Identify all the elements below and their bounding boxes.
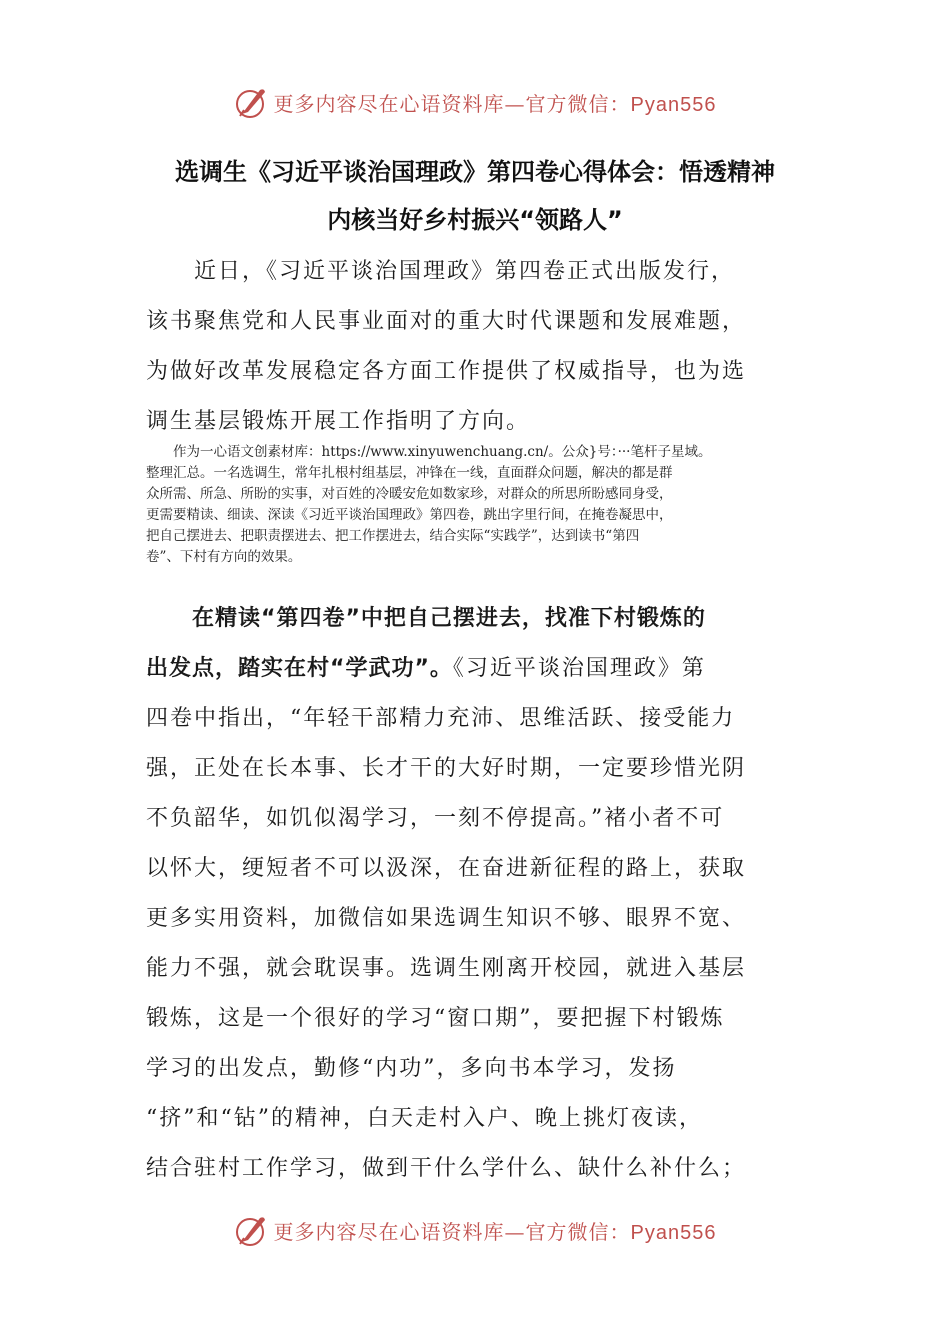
- text-line: 学习的出发点，勤修“内功”，多向书本学习，发扬: [146, 1056, 677, 1081]
- text-line: 卷”、下村有方向的效果。: [146, 549, 302, 565]
- footer-banner: [0, 1208, 950, 1252]
- text-line: 能力不强，就会耽误事。选调生刚离开校园，就进入基层: [146, 956, 747, 981]
- intro-paragraph: [146, 247, 806, 447]
- text-line: 锻炼，这是一个很好的学习“窗口期”，要把握下村锻炼: [146, 1006, 725, 1031]
- document-title-line-2: 内核当好乡村振兴“领路人”: [327, 206, 623, 234]
- text-line: 把自己摆进去、把职责摆进去、把工作摆进去，结合实际“实践学”，达到读书“第四: [146, 528, 640, 544]
- text-line: 更多实用资料，加微信如果选调生知识不够、眼界不宽、: [146, 906, 747, 931]
- banner-wechat-id: Pyan556: [630, 1221, 717, 1244]
- text-line: 调生基层锻炼开展工作指明了方向。: [146, 409, 531, 434]
- section-heading: 在精读“第四卷”中把自己摆进去，找准下村锻炼的: [146, 606, 706, 631]
- text-line: 不负韶华，如饥似渴学习，一刻不停提高。”褚小者不可: [146, 806, 725, 831]
- text-line: 结合驻村工作学习，做到干什么学什么、缺什么补什么；: [146, 1156, 747, 1181]
- text-line: 作为一心语文创素材库：https://www.xinyuwenchuang.cn/。公众}号：···笔杆子星域。: [146, 444, 712, 460]
- section-1-paragraph: [146, 594, 806, 1194]
- text-line: 《习近平谈治国理政》第: [452, 656, 706, 681]
- section-heading: 出发点，踏实在村“学武功”。: [146, 656, 453, 681]
- text-line: 以怀大，绠短者不可以汲深，在奋进新征程的路上，获取: [146, 856, 747, 881]
- banner-text: 更多内容尽在心语资料库—官方微信：Pyan556: [273, 1219, 717, 1244]
- text-line: 强，正处在长本事、长才干的大好时期，一定要珍惜光阴: [146, 756, 747, 781]
- banner-wechat-id: Pyan556: [630, 93, 717, 116]
- text-line: 更需要精读、细读、深读《习近平谈治国理政》第四卷，跳出字里行间，在掩卷凝思中，: [146, 507, 673, 523]
- text-line: 该书聚焦党和人民事业面对的重大时代课题和发展难题，: [146, 309, 747, 334]
- document-title-line-1: 选调生《习近平谈治国理政》第四卷心得体会：悟透精神: [175, 158, 775, 186]
- text-line: 四卷中指出，“年轻干部精力充沛、思维活跃、接受能力: [146, 706, 736, 731]
- quill-pen-logo-icon: [234, 84, 270, 120]
- quill-pen-logo-icon: [234, 1212, 270, 1248]
- source-note-paragraph: [146, 442, 812, 568]
- text-line: 众所需、所急、所盼的实事，对百姓的冷暖安危如数家珍，对群众的所思所盼感同身受，: [146, 486, 673, 502]
- header-banner: [0, 80, 950, 124]
- banner-text: 更多内容尽在心语资料库—官方微信：Pyan556: [273, 91, 717, 116]
- text-line: 整理汇总。一名选调生，常年扎根村组基层，冲锋在一线，直面群众问题，解决的都是群: [146, 465, 673, 481]
- text-line: 近日，《习近平谈治国理政》第四卷正式出版发行，: [146, 259, 736, 284]
- text-line: “挤”和“钻”的精神，白天走村入户、晚上挑灯夜读，: [146, 1106, 703, 1131]
- text-line: 为做好改革发展稳定各方面工作提供了权威指导，也为选: [146, 359, 747, 384]
